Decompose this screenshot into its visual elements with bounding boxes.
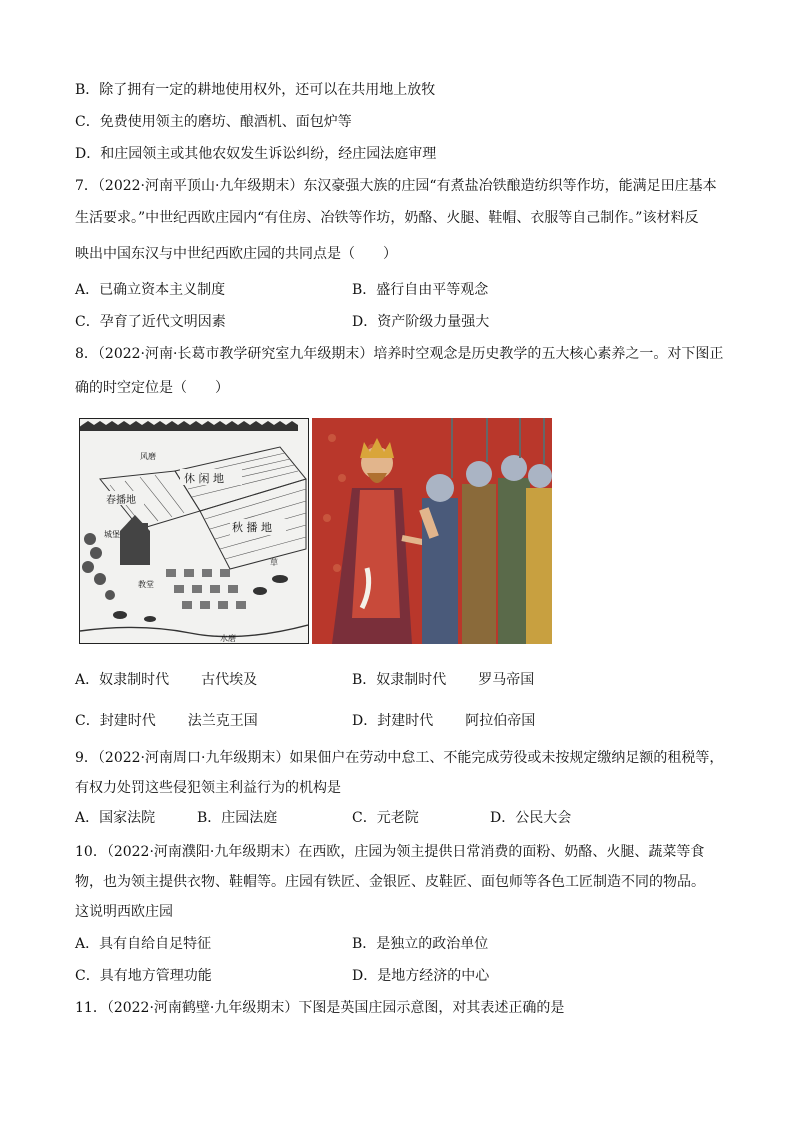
q8-option-d	[352, 711, 535, 731]
map-label-watermill: 水磨	[220, 634, 236, 643]
q8-option-a-place: 古代埃及	[201, 672, 258, 688]
q8-option-b	[352, 670, 534, 690]
homage-painting-image	[312, 418, 552, 644]
map-label-fallow: 休 闲 地	[184, 472, 224, 485]
q8-option-b-era: B．奴隶制时代	[352, 672, 447, 688]
q10-option-d: D．是地方经济的中心	[352, 968, 490, 984]
q7-option-b: B．盛行自由平等观念	[352, 282, 489, 298]
q8-figure	[79, 418, 552, 644]
map-label-pasture: 草	[270, 558, 278, 567]
manor-map-image	[79, 418, 309, 644]
q7-option-d: D．资产阶级力量强大	[352, 314, 490, 330]
q6-option-c: C．免费使用领主的磨坊、酿酒机、面包炉等	[75, 114, 352, 130]
q7-option-a: A．已确立资本主义制度	[75, 282, 226, 298]
q8-option-d-place: 阿拉伯帝国	[465, 713, 536, 729]
q9-stem-line2: 有权力处罚这些侵犯领主利益行为的机构是	[75, 780, 341, 796]
map-label-church: 教堂	[138, 580, 154, 589]
q10-option-a: A．具有自给自足特征	[75, 936, 212, 952]
q10-stem-line2: 物，也为领主提供衣物、鞋帽等。庄园有铁匠、金银匠、皮鞋匠、面包师等各色工匠制造不同的物品。	[75, 874, 705, 890]
q11-stem-line1: 11．（2022·河南鹤壁·九年级期末）下图是英国庄园示意图，对其表述正确的是	[75, 1000, 565, 1016]
q8-option-c	[75, 711, 258, 731]
q9-option-c: C．元老院	[352, 810, 419, 826]
q10-stem-line3: 这说明西欧庄园	[75, 904, 173, 920]
q10-stem-line1: 10．（2022·河南濮阳·九年级期末）在西欧，庄园为领主提供日常消费的面粉、奶酪、火腿、蔬菜等食	[75, 844, 705, 860]
map-label-autumn: 秋 播 地	[232, 521, 272, 534]
q7-option-c: C．孕育了近代文明因素	[75, 314, 226, 330]
q8-stem-line1: 8．（2022·河南·长葛市教学研究室九年级期末）培养时空观念是历史教学的五大核心素养之一。对下图正	[75, 346, 724, 362]
q10-option-c: C．具有地方管理功能	[75, 968, 212, 984]
q10-option-b: B．是独立的政治单位	[352, 936, 489, 952]
q7-stem-line3: 映出中国东汉与中世纪西欧庄园的共同点是（ ）	[75, 246, 397, 262]
q8-option-b-place: 罗马帝国	[478, 672, 535, 688]
q6-option-b: B．除了拥有一定的耕地使用权外，还可以在共用地上放牧	[75, 82, 436, 98]
q8-option-a-era: A．奴隶制时代	[75, 672, 170, 688]
q8-option-c-era: C．封建时代	[75, 713, 156, 729]
map-label-spring: 春播地	[106, 495, 136, 506]
q7-stem-line1: 7．（2022·河南平顶山·九年级期末）东汉豪强大族的庄园“有煮盐冶铁酿造纺织等作坊，能满足田庄基本	[75, 178, 717, 194]
q6-option-d: D．和庄园领主或其他农奴发生诉讼纠纷，经庄园法庭审理	[75, 146, 437, 162]
q8-stem-line2: 确的时空定位是（ ）	[75, 380, 229, 396]
q8-option-c-place: 法兰克王国	[187, 713, 258, 729]
q7-stem-line2: 生活要求。”中世纪西欧庄园内“有住房、冶铁等作坊，奶酪、火腿、鞋帽、衣服等自己制作。”该材料反	[75, 210, 699, 226]
map-label-windmill: 风磨	[140, 452, 156, 461]
q9-option-b: B．庄园法庭	[197, 810, 278, 826]
map-label-castle: 城堡	[104, 530, 120, 539]
q9-option-a: A．国家法院	[75, 810, 156, 826]
q8-option-d-era: D．封建时代	[352, 713, 434, 729]
q9-stem-line1: 9．（2022·河南周口·九年级期末）如果佃户在劳动中怠工、不能完成劳役或未按规定缴纳足额的租税等，	[75, 750, 724, 766]
q9-option-d: D．公民大会	[490, 810, 572, 826]
q8-option-a	[75, 670, 257, 690]
